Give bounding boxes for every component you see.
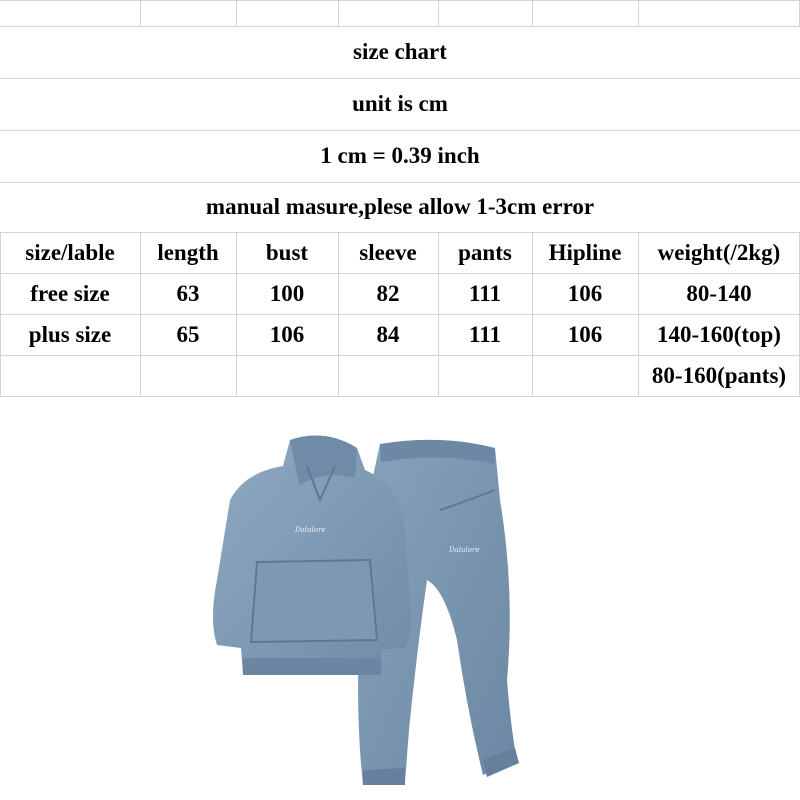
size-chart-sheet bbox=[0, 0, 800, 398]
table-cell: 106 bbox=[269, 321, 305, 347]
table-cell: 111 bbox=[469, 321, 501, 347]
table-cell: 84 bbox=[376, 321, 400, 347]
table-cell: 140-160(top) bbox=[657, 321, 781, 347]
table-cell: 100 bbox=[269, 280, 305, 306]
pajama-set-photo bbox=[195, 430, 535, 790]
table-cell: plus size bbox=[28, 321, 112, 347]
chart-title: size chart bbox=[353, 39, 447, 64]
table-cell: 106 bbox=[567, 321, 603, 347]
column-header-sleeve: sleeve bbox=[359, 239, 417, 265]
table-cell: 80-140 bbox=[686, 280, 752, 306]
column-header-size: size/lable bbox=[25, 239, 115, 265]
table-cell: 111 bbox=[469, 280, 501, 306]
table-cell: 82 bbox=[376, 280, 400, 306]
error-note: manual masure,plese allow 1-3cm error bbox=[205, 194, 595, 219]
column-header-weight: weight(/2kg) bbox=[657, 239, 781, 265]
table-cell: 63 bbox=[176, 280, 200, 306]
column-header-pants: pants bbox=[458, 239, 512, 265]
table-cell: 80-160(pants) bbox=[651, 362, 787, 388]
column-header-hipline: Hipline bbox=[548, 239, 622, 265]
column-header-bust: bust bbox=[265, 239, 309, 265]
table-cell: free size bbox=[30, 280, 110, 306]
conversion-line: 1 cm = 0.39 inch bbox=[320, 143, 480, 168]
pants-print: Dalulore bbox=[449, 546, 480, 554]
table-cell: 106 bbox=[567, 280, 603, 306]
hoodie-print: Dalulore bbox=[295, 526, 326, 534]
column-header-length: length bbox=[157, 239, 219, 265]
table-cell: 65 bbox=[176, 321, 200, 347]
unit-line: unit is cm bbox=[352, 91, 448, 116]
